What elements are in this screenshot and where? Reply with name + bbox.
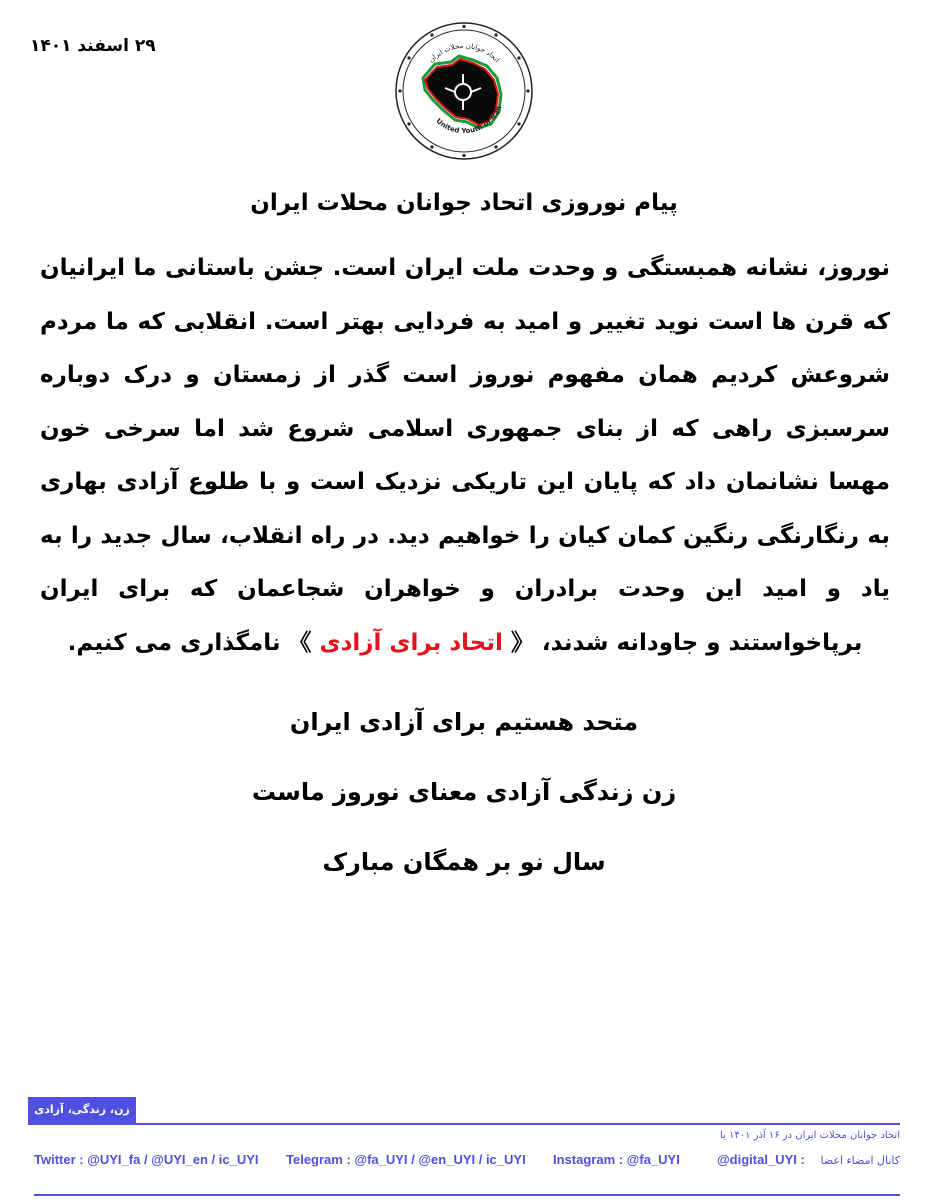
- slogan-unity: متحد هستیم برای آزادی ایران: [289, 708, 639, 736]
- date-label: ۲۹ اسفند ۱۴۰۱: [30, 36, 156, 56]
- footer-note: اتحاد جوانان محلات ایران در ۱۶ آذر ۱۴۰۱ با: [719, 1130, 900, 1141]
- logo-arc-text: اتحاد جوانان محلات ایران: [427, 41, 501, 65]
- message-body: [40, 242, 890, 670]
- page-title: پیام نوروزی اتحاد جوانان محلات ایران: [250, 190, 678, 216]
- footer-tag: زن، زندگی، آزادی: [28, 1097, 136, 1123]
- quote-close: 》: [280, 629, 320, 656]
- members-channel-label: کانال امضاء اعضا: [820, 1154, 900, 1167]
- footer-divider: [28, 1123, 900, 1125]
- social-links: [34, 1152, 900, 1170]
- slogan-woman-life-freedom: زن زندگی آزادی معنای نوروز ماست: [251, 778, 677, 806]
- instagram-link[interactable]: Instagram : @fa_UYI: [553, 1152, 680, 1167]
- message-text: نوروز، نشانه همبستگی و وحدت ملت ایران است. جشن باستانی ما ایرانیان که قرن ها است نوید تغییر و امید به فردایی بهتر است. انقلابی که ما مردم شروعش کردیم همان مفهوم نوروز است گذر از زمستان و درک دوباره سرسبزی راهی که از بنای جمهوری اسلامی شروع شد اما سرخی خون مهسا نشانمان داد که پایان این تاریکی نزدیک است و با طلوع آزادی بهاری به رنگارنگی رنگین کمان کیان را خواهیم دید. در راه انقلاب، سال جدید را به یاد و امید این وحدت برادران و خواهران شجاعمان که برای ایران برپاخواستند و جاودانه شدند،: [40, 255, 890, 656]
- bottom-divider: [34, 1194, 900, 1196]
- logo-english-text: United Youth of Iran: [434, 104, 504, 136]
- twitter-link[interactable]: Twitter : @UYI_fa / @UYI_en / ic_UYI: [34, 1152, 259, 1167]
- slogan-new-year: سال نو بر همگان مبارک: [322, 848, 606, 876]
- organization-logo: [393, 20, 535, 162]
- quote-open: 《: [502, 629, 542, 656]
- logo-emblem-icon: [393, 20, 535, 162]
- highlight-phrase: اتحاد برای آزادی: [319, 629, 503, 656]
- digital-channel-link[interactable]: @digital_UYI :: [717, 1152, 805, 1167]
- message-ending: نامگذاری می کنیم.: [67, 629, 281, 656]
- telegram-link[interactable]: Telegram : @fa_UYI / @en_UYI / ic_UYI: [286, 1152, 526, 1167]
